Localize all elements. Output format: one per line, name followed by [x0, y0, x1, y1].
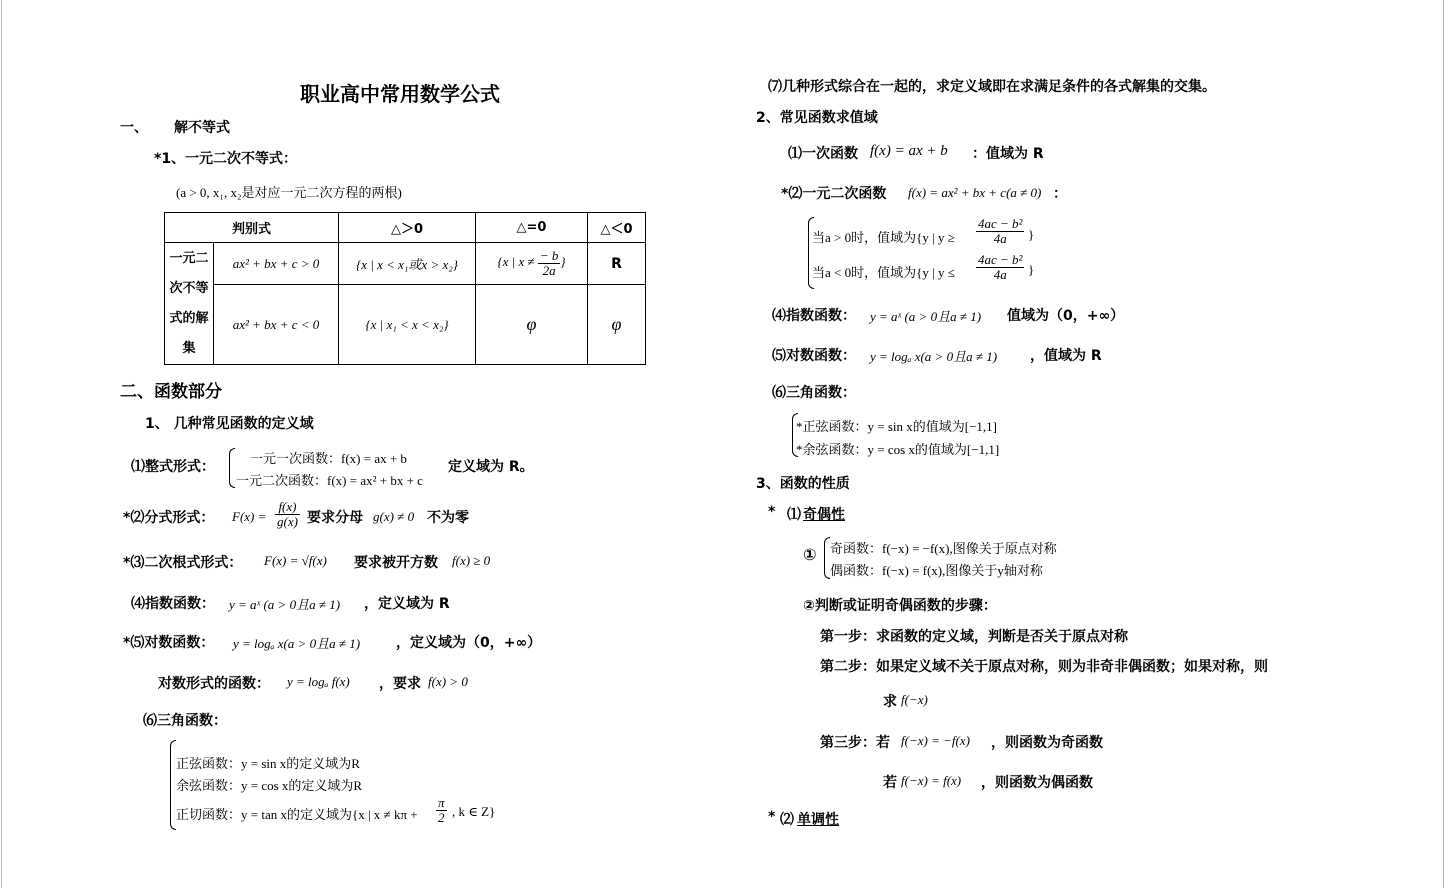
linear-range-label: ⑴一次函数: [788, 146, 858, 162]
parity-star: *: [768, 504, 776, 520]
row-label-line: 集: [182, 340, 196, 356]
fraction-denominator: 4a: [993, 230, 1007, 246]
step-four-expr: f(−x) = f(x): [901, 773, 962, 788]
closing-brace: }: [1028, 262, 1035, 277]
fraction-denominator: 4a: [993, 266, 1007, 282]
radical-form-label: *⑶二次根式形式：: [123, 555, 243, 571]
table-cell: ax² + bx + c > 0: [214, 243, 339, 285]
page-edge-right: [1443, 0, 1444, 888]
polynomial-form-label: ⑴整式形式：: [131, 459, 215, 475]
log-range-expr: y = logₐ x(a > 0且a ≠ 1): [870, 349, 998, 364]
quadratic-range-colon: ：: [1053, 186, 1067, 202]
fraction-numerator: 4ac − b²: [978, 216, 1023, 231]
step-two-expr: f(−x): [901, 692, 928, 707]
fraction-form-label: *⑵分式形式：: [123, 510, 215, 526]
table-header-zero: △=0: [476, 213, 588, 243]
empty-set-symbol: φ: [476, 285, 588, 365]
tangent-domain-tail: , k ∈ Z}: [452, 804, 496, 819]
log-form-requirement: ，要求: [379, 676, 421, 692]
even-function-definition: 偶函数：f(−x) = f(x),图像关于y轴对称: [830, 563, 1043, 578]
step-two: 第二步：如果定义域不关于原点对称，则为非奇非偶函数；如果对称，则: [820, 659, 1268, 675]
log-form-label: 对数形式的函数：: [158, 676, 270, 692]
sine-domain: 正弦函数：y = sin x的定义域为R: [176, 756, 360, 771]
fraction: [538, 249, 561, 277]
fraction-numerator: f(x): [275, 500, 300, 515]
fraction-denominator: 2: [438, 809, 445, 825]
parity-steps-heading: ②判断或证明奇偶函数的步骤：: [803, 598, 997, 614]
radical-form-requirement: 要求被开方数: [354, 555, 438, 571]
roots-note: (a > 0, x₁, x₂是对应一元二次方程的两根): [176, 185, 402, 200]
section-2-heading: 二、函数部分: [120, 382, 222, 402]
log-form-expr: y = logₐ f(x): [287, 674, 350, 689]
linear-function-domain: 一元一次函数：f(x) = ax + b: [250, 451, 407, 466]
step-three: 第三步：若: [820, 735, 890, 751]
step-four: 若: [883, 775, 897, 791]
cell-expr: {x | x ≠: [497, 254, 535, 270]
fraction-form-requirement: 要求分母: [307, 510, 363, 526]
trig-range-label: ⑹三角函数：: [772, 385, 856, 401]
table-header-negative: △＜0: [588, 213, 646, 243]
tangent-domain: 正切函数：y = tan x的定义域为{x | x ≠ kπ +: [176, 807, 418, 822]
table-cell: ax² + bx + c < 0: [214, 285, 339, 365]
cosine-domain: 余弦函数：y = cos x的定义域为R: [176, 778, 363, 793]
fraction-denominator: g(x): [277, 513, 298, 529]
linear-range-result: ：值域为 R: [972, 146, 1044, 162]
left-brace: [229, 448, 235, 488]
monotonicity-label: ⑵: [780, 812, 794, 828]
sine-range: *正弦函数：y = sin x的值域为[−1,1]: [796, 419, 997, 434]
trig-domain-label: ⑹三角函数：: [143, 713, 227, 729]
fraction-numerator: 4ac − b²: [978, 252, 1023, 267]
quadratic-range-positive-fraction: [976, 217, 1024, 245]
subsection-properties: 3、函数的性质: [756, 476, 850, 492]
quadratic-range-negative-fraction: [976, 253, 1024, 281]
row-label-line: 次不等: [169, 280, 209, 296]
monotonicity-title: 单调性: [797, 812, 839, 828]
table-cell-fraction: [476, 243, 588, 285]
step-four-result: ，则函数为偶函数: [981, 775, 1093, 791]
cosine-range: *余弦函数：y = cos x的值域为[−1,1]: [796, 442, 1000, 457]
fraction-denominator: 2a: [542, 263, 556, 278]
exponential-range-label: ⑷指数函数：: [772, 308, 856, 324]
fraction-numerator: − b: [539, 248, 559, 264]
quadratic-range-positive: 当a > 0时，值域为{y | y ≥: [812, 230, 955, 245]
quadratic-range-expr: f(x) = ax² + bx + c(a ≠ 0): [908, 185, 1042, 200]
step-two-continued: 求: [883, 694, 897, 710]
fraction-numerator: π: [438, 795, 445, 810]
log-range-result: ，值域为 R: [1030, 348, 1102, 364]
circled-one: ①: [803, 545, 817, 564]
subsection-domain: 1、 几种常见函数的定义域: [145, 416, 314, 432]
exponential-range-expr: y = aˣ (a > 0且a ≠ 1): [870, 309, 982, 324]
empty-set-symbol: φ: [588, 285, 646, 365]
section-1-number: 一、: [120, 120, 148, 136]
radical-form-condition: f(x) ≥ 0: [452, 553, 491, 568]
polynomial-domain-result: 定义域为 R。: [448, 459, 534, 475]
quadratic-range-negative: 当a < 0时，值域为{y | y ≤: [812, 265, 955, 280]
step-three-expr: f(−x) = −f(x): [901, 733, 970, 748]
log-form-condition: f(x) > 0: [428, 674, 468, 689]
step-three-result: ，则函数为奇函数: [991, 735, 1103, 751]
table-cell: R: [588, 243, 646, 285]
step-one: 第一步：求函数的定义域，判断是否关于原点对称: [820, 629, 1128, 645]
exponential-domain-result: ，定义域为 R: [364, 596, 450, 612]
odd-function-definition: 奇函数：f(−x) = −f(x),图像关于原点对称: [830, 541, 1057, 556]
parity-title: 奇偶性: [803, 507, 845, 523]
fraction-form-condition: g(x) ≠ 0: [373, 509, 415, 524]
tangent-domain-fraction: [436, 796, 447, 824]
linear-range-expr: f(x) = ax + b: [870, 143, 948, 159]
log-domain-expr: y = logₐ x(a > 0且a ≠ 1): [233, 636, 361, 651]
fraction-form-tail: 不为零: [427, 510, 469, 526]
monotonicity-star: *: [768, 809, 776, 825]
cell-close-brace: }: [560, 254, 566, 270]
table-row-label: [165, 243, 214, 365]
row-label-line: 式的解: [169, 310, 209, 326]
log-domain-result: ，定义域为（0，+∞）: [396, 635, 542, 651]
quadratic-range-label: *⑵一元二次函数: [781, 186, 887, 202]
combined-domain-note: ⑺几种形式综合在一起的，求定义域即在求满足条件的各式解集的交集。: [768, 79, 1216, 95]
exponential-range-result: 值域为（0，+∞）: [1007, 308, 1125, 324]
exponential-domain-expr: y = aˣ (a > 0且a ≠ 1): [229, 597, 341, 612]
log-domain-label: *⑸对数函数：: [123, 635, 215, 651]
page-edge-left: [1, 0, 2, 888]
table-cell: {x | x₁ < x < x₂}: [339, 285, 476, 365]
exponential-domain-label: ⑷指数函数：: [131, 596, 215, 612]
row-label-line: 一元二: [169, 250, 209, 266]
subsection-quadratic-inequality: *1、一元二次不等式：: [154, 151, 298, 167]
table-header-positive: △＞0: [339, 213, 476, 243]
log-range-label: ⑸对数函数：: [772, 348, 856, 364]
inequality-solution-table: [164, 212, 646, 365]
section-1-heading: 解不等式: [174, 120, 230, 136]
fraction-form-lhs: F(x) =: [232, 509, 267, 524]
closing-brace: }: [1028, 227, 1035, 242]
subsection-range: 2、常见函数求值域: [756, 110, 878, 126]
radical-form-expr: F(x) = √f(x): [264, 553, 327, 568]
fraction-form-fraction: [275, 500, 300, 528]
table-cell: {x | x < x₁或x > x₂}: [339, 243, 476, 285]
quadratic-function-domain: 一元二次函数：f(x) = ax² + bx + c: [236, 473, 423, 488]
table-header-discriminant: 判别式: [165, 213, 339, 243]
parity-label: ⑴: [787, 507, 801, 523]
page-title: 职业高中常用数学公式: [300, 82, 500, 106]
